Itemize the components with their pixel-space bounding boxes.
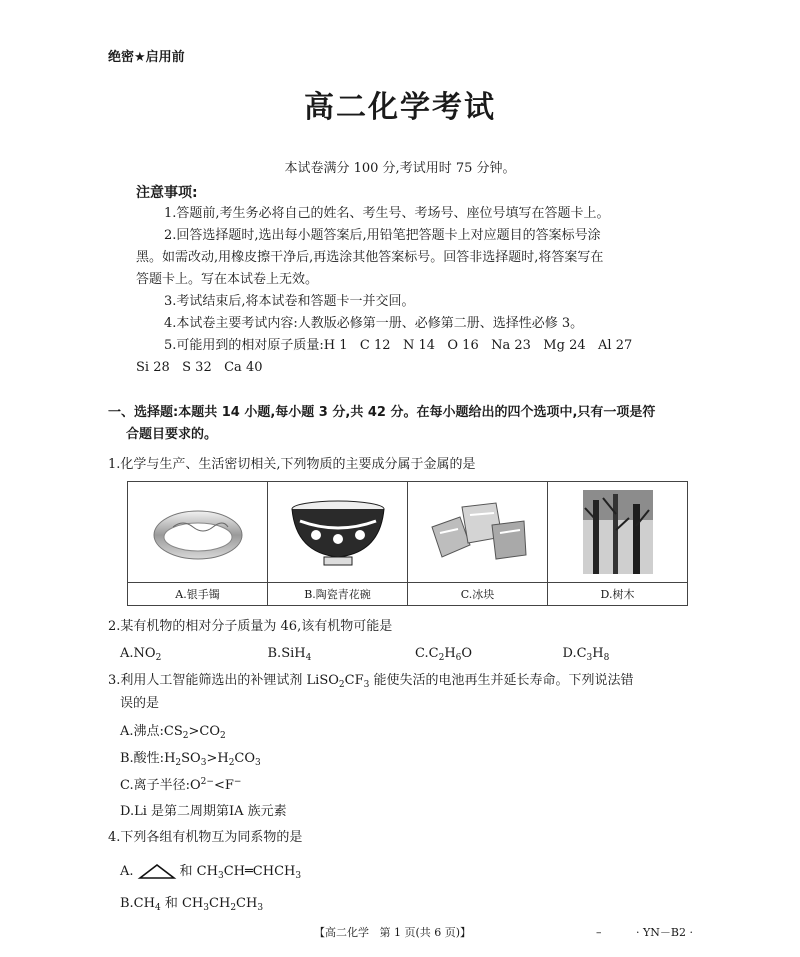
q1-caption-d: D.树木 [600,588,635,601]
notice-item-3: 3.考试结束后,将本试卷和答题卡一并交回。 [164,294,415,309]
ice-cubes-image [408,482,547,583]
notice-item-1: 1.答题前,考生务必将自己的姓名、考生号、考场号、座位号填写在答题卡上。 [164,206,610,221]
q2-options [120,644,710,664]
confidential-mark: 绝密★启用前 [108,50,185,65]
q1-image-table [127,481,688,606]
q4-stem: 4.下列各组有机物互为同系物的是 [108,830,303,845]
q4-option-a: A. 和 $CH_3CH═CHCH_3$ [120,864,302,881]
q1-cell-a [128,482,268,605]
q3-stem-line-1: 3.利用人工智能筛选出的补锂试剂 $LiSO_2CF_3$ 能使失活的电池再生并延长寿命。下列说法错 [108,673,634,690]
notice-heading: 注意事项: [136,185,198,201]
silver-bracelet-image [128,482,267,583]
notice-item-5a: 5.可能用到的相对原子质量:H 1 C 12 N 14 O 16 Na 23 Mg 24 Al 27 [164,338,633,353]
q1-caption-b: B.陶瓷青花碗 [304,588,371,601]
q1-cell-c [408,482,548,605]
section-1-line-1: 一、选择题:本题共 14 小题,每小题 3 分,共 42 分。在每小题给出的四个选项中,只有一项是符 [108,405,656,420]
q4-option-b: $B.CH_4$ 和 $CH_3CH_2CH_3$ [120,896,264,913]
q2-stem: 2.某有机物的相对分子质量为 46,该有机物可能是 [108,619,393,634]
q1-stem: 1.化学与生产、生活密切相关,下列物质的主要成分属于金属的是 [108,457,476,472]
footer-code: · YN－B2 · [636,926,693,939]
notice-item-2c: 答题卡上。写在本试卷上无效。 [136,272,319,287]
cyclopropane-structure-icon [137,863,177,881]
notice-item-5b: Si 28 S 32 Ca 40 [136,360,263,375]
q1-caption-c: C.冰块 [460,588,495,601]
section-1-heading [108,402,698,446]
porcelain-bowl-image [268,482,407,583]
q1-cell-d [548,482,687,605]
notice-item-2a: 2.回答选择题时,选出每小题答案后,用铅笔把答题卡上对应题目的答案标号涂 [164,228,601,243]
q3-option-d: D.Li 是第二周期第ⅠA 族元素 [120,804,287,819]
q1-cell-b [268,482,408,605]
q3-option-b: B.酸性$:H_2SO_3>H_2CO_3$ [120,751,261,768]
q2-option-b: B.SiH$_4$ [267,646,312,663]
q2-option-c: $C.C_2H_6O$ [415,646,473,663]
q3-option-c: C.离子半径$:O^{2-}<F^-$ [120,777,242,793]
q2-option-a: $A.NO_2$ [120,646,162,663]
exam-subtitle: 本试卷满分 100 分,考试用时 75 分钟。 [284,161,516,176]
notice-item-2b: 黑。如需改动,用橡皮擦干净后,再选涂其他答案标号。回答非选择题时,将答案写在 [136,250,604,265]
notice-item-4: 4.本试卷主要考试内容:人教版必修第一册、必修第二册、选择性必修 3。 [164,316,584,331]
q2-option-d: $D.C_3H_8$ [562,646,610,663]
trees-image [548,482,687,583]
q3-option-a: A.沸点$:CS_2>CO_2$ [120,724,226,741]
footer-page-info: 【高二化学 第 1 页(共 6 页)】 [314,926,472,939]
q3-stem-line-2: 误的是 [120,696,160,711]
section-1-line-2: 合题目要求的。 [126,427,218,442]
exam-title: 高二化学考试 [304,90,496,125]
footer-dash: – [596,926,602,939]
q1-caption-a: A.银手镯 [175,588,220,601]
